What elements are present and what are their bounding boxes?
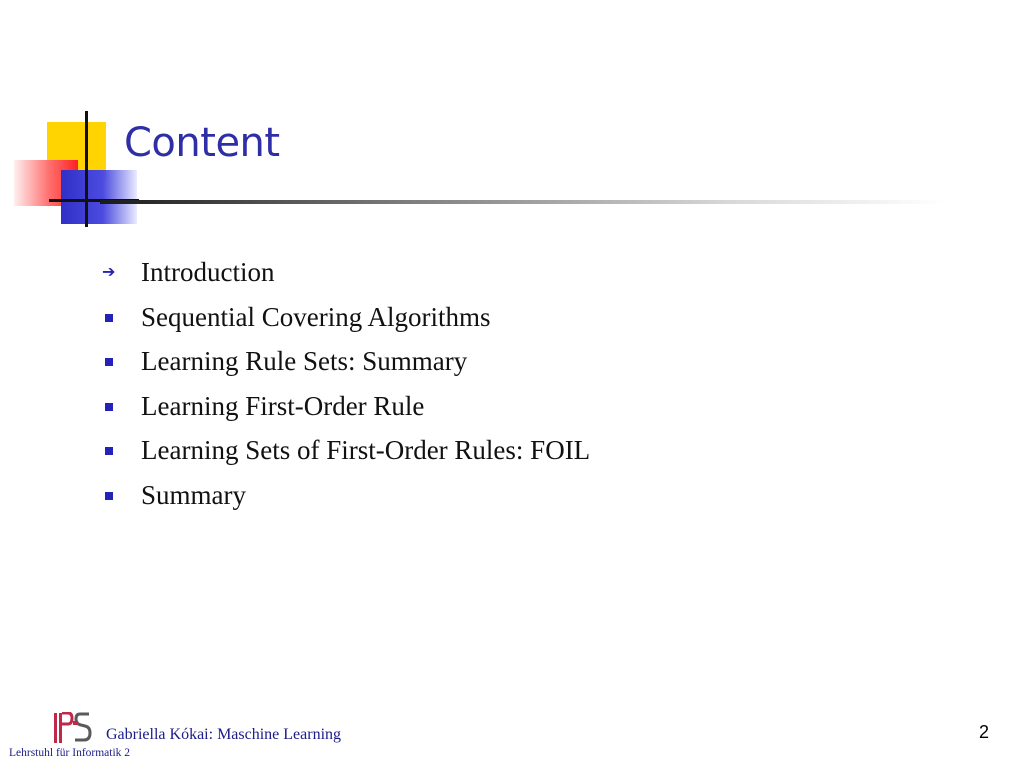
- footer-chair: Lehrstuhl für Informatik 2: [9, 747, 131, 759]
- page-number: 2: [979, 722, 990, 742]
- bullet-item-first-order-rule: [100, 386, 590, 431]
- bullet-text: Learning Sets of First-Order Rules: FOIL: [141, 435, 591, 466]
- bullet-text: Summary: [141, 479, 246, 510]
- bullet-text: Introduction: [141, 257, 275, 287]
- bullet-text: Learning First-Order Rule: [141, 390, 425, 421]
- title-underline: [100, 200, 945, 204]
- square-bullet-icon: [105, 492, 113, 500]
- square-bullet-icon: [105, 314, 113, 322]
- bullet-text: Sequential Covering Algorithms: [141, 301, 491, 332]
- bullet-list: [100, 252, 590, 520]
- bullet-item-rule-sets-summary: [100, 341, 590, 386]
- arrow-icon: ➔: [102, 262, 116, 281]
- footer-author-course: Gabriella Kókai: Maschine Learning: [106, 726, 342, 743]
- square-bullet-icon: [105, 358, 113, 366]
- bullet-item-summary: [100, 475, 590, 520]
- bullet-item-foil: [100, 430, 590, 475]
- bullet-item-sequential-covering: [100, 297, 590, 342]
- decor-vertical-line: [85, 111, 88, 227]
- lehrstuhl-logo-icon: [53, 712, 93, 744]
- square-bullet-icon: [105, 403, 113, 411]
- slide-title: Content: [124, 120, 280, 166]
- square-bullet-icon: [105, 447, 113, 455]
- bullet-item-introduction: [100, 252, 590, 297]
- decor-blue-square: [61, 170, 137, 224]
- bullet-text: Learning Rule Sets: Summary: [141, 346, 468, 377]
